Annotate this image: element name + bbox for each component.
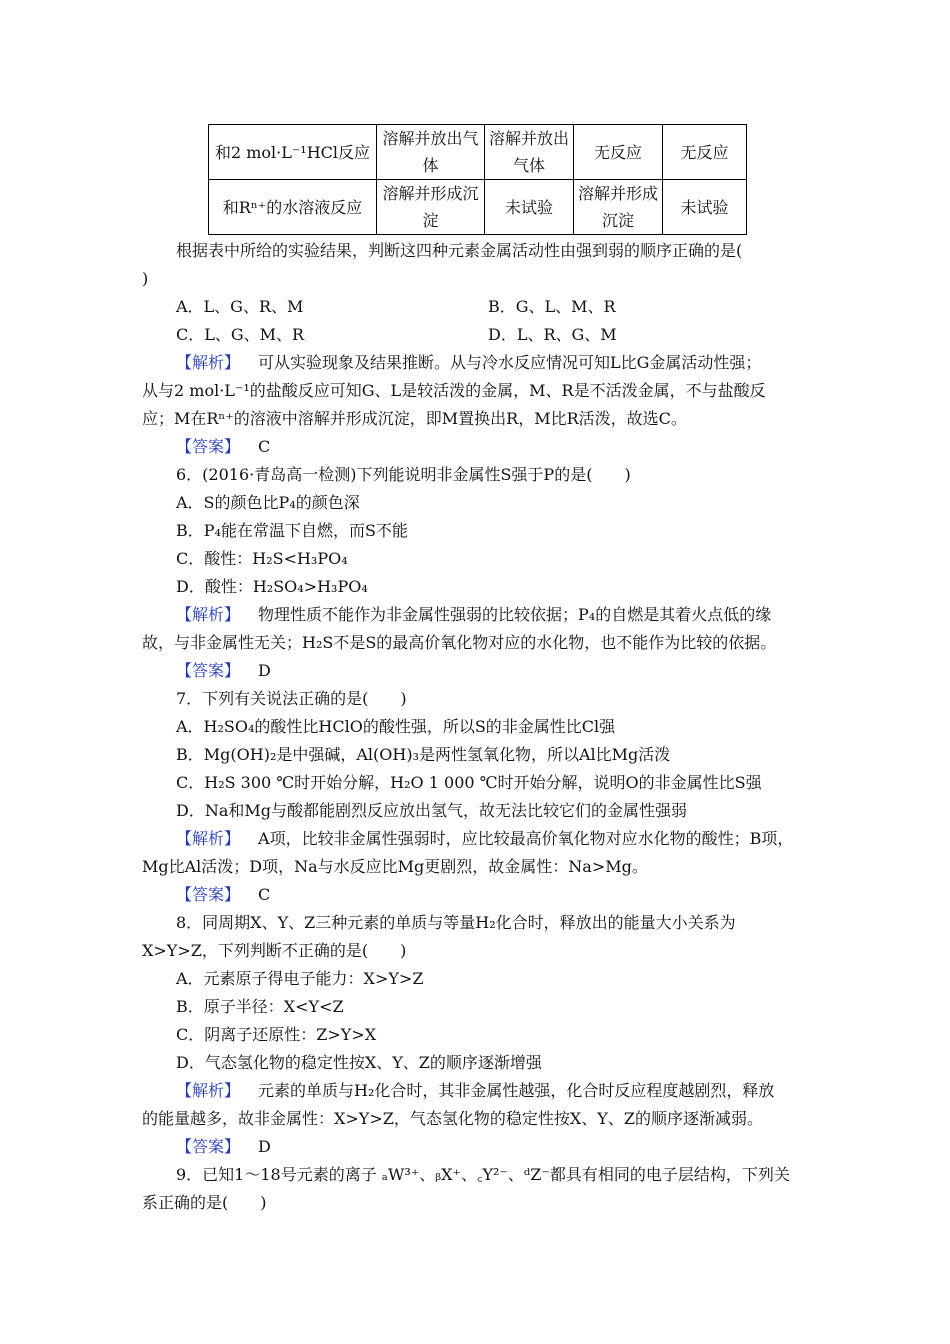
q8-option-a: A．元素原子得电子能力：X>Y>Z [176,969,424,988]
table-cell: 溶解并形成沉淀 [377,180,485,235]
answer-value: C [258,885,271,904]
q5-analysis-line2: 从与2 mol·L⁻¹的盐酸反应可知G、L是较活泼的金属，M、R是不活泼金属，不与盐酸反 [142,381,766,400]
table-cell: 溶解并放出气体 [377,125,485,180]
q7-option-a: A．H₂SO₄的酸性比HClO的酸性强，所以S的非金属性比Cl强 [176,717,616,736]
q5-stem-line1: 根据表中所给的实验结果，判断这四种元素金属活动性由强到弱的顺序正确的是( [176,241,743,260]
q5-option-b: B．G、L、M、R [488,297,616,316]
analysis-text: 元素的单质与H₂化合时，其非金属性越强，化合时反应程度越剧烈，释放 [258,1081,775,1100]
q6-option-d: D．酸性：H₂SO₄>H₃PO₄ [176,577,368,596]
analysis-tag: 【解析】 [176,829,241,848]
q8-analysis-line2: 的能量越多，故非金属性：X>Y>Z，气态氢化物的稳定性按X、Y、Z的顺序逐渐减弱。 [142,1109,763,1128]
q8-stem-line2: X>Y>Z，下列判断不正确的是( ) [142,941,407,960]
q8-option-d: D．气态氢化物的稳定性按X、Y、Z的顺序逐渐增强 [176,1053,542,1072]
table-cell: 未试验 [485,180,574,235]
q8-option-c: C．阴离子还原性：Z>Y>X [176,1025,377,1044]
q8-stem-line1: 8．同周期X、Y、Z三种元素的单质与等量H₂化合时，释放出的能量大小关系为 [176,913,736,932]
table-row [209,180,747,235]
experiment-table [208,124,747,235]
table-cell: 溶解并放出气体 [485,125,574,180]
q8-answer [176,1137,271,1157]
q6-stem: 6．(2016·青岛高一检测)下列能说明非金属性S强于P的是( ) [176,465,631,484]
q8-analysis-line1 [176,1081,774,1101]
answer-tag: 【答案】 [176,661,241,680]
q7-option-d: D．Na和Mg与酸都能剧烈反应放出氢气，故无法比较它们的金属性强弱 [176,801,687,820]
q6-analysis-line2: 故，与非金属性无关；H₂S不是S的最高价氧化物对应的水化物，也不能作为比较的依据。 [142,633,777,652]
q5-option-d: D．L、R、G、M [488,325,617,344]
q7-analysis-line2: Mg比Al活泼；D项，Na与水反应比Mg更剧烈，故金属性：Na>Mg。 [142,857,648,876]
q8-option-b: B．原子半径：X<Y<Z [176,997,344,1016]
q5-answer [176,437,270,457]
answer-value: D [258,1137,271,1156]
q9-stem-line1: 9．已知1～18号元素的离子 ₐW³⁺、ᵦX⁺、꜀Y²⁻、ᵈZ⁻都具有相同的电子层结构，下列关 [176,1165,790,1184]
answer-tag: 【答案】 [176,885,241,904]
answer-tag: 【答案】 [176,1137,241,1156]
q7-answer [176,885,270,905]
table-cell: 和2 mol·L⁻¹HCl反应 [209,125,377,180]
table-cell: 无反应 [574,125,663,180]
q6-answer [176,661,271,681]
q5-analysis-line3: 应；M在Rⁿ⁺的溶液中溶解并形成沉淀，即M置换出R，M比R活泼，故选C。 [142,409,687,428]
q6-option-c: C．酸性：H₂S<H₃PO₄ [176,549,348,568]
answer-value: C [258,437,271,456]
analysis-tag: 【解析】 [176,1081,241,1100]
table-cell: 和Rⁿ⁺的水溶液反应 [209,180,377,235]
q6-option-b: B．P₄能在常温下自燃，而S不能 [176,521,408,540]
q5-stem-line2: ) [142,269,149,288]
analysis-text: 可从实验现象及结果推断。从与冷水反应情况可知L比G金属活动性强； [258,353,762,372]
answer-tag: 【答案】 [176,437,241,456]
q7-stem: 7．下列有关说法正确的是( ) [176,689,407,708]
analysis-tag: 【解析】 [176,353,241,372]
q9-stem-line2: 系正确的是( ) [142,1193,267,1212]
table-row [209,125,747,180]
q6-analysis-line1 [176,605,771,625]
table-cell: 未试验 [663,180,747,235]
q5-analysis-line1 [176,353,761,373]
q7-analysis-line1 [176,829,793,849]
q5-option-a: A．L、G、R、M [176,297,304,316]
q7-option-c: C．H₂S 300 ℃时开始分解，H₂O 1 000 ℃时开始分解，说明O的非金属性比S强 [176,773,762,792]
answer-value: D [258,661,271,680]
analysis-tag: 【解析】 [176,605,241,624]
table-cell: 溶解并形成沉淀 [574,180,663,235]
q7-option-b: B．Mg(OH)₂是中强碱，Al(OH)₃是两性氢氧化物，所以Al比Mg活泼 [176,745,671,764]
table-cell: 无反应 [663,125,747,180]
q6-option-a: A．S的颜色比P₄的颜色深 [176,493,360,512]
analysis-text: A项，比较非金属性强弱时，应比较最高价氧化物对应水化物的酸性；B项， [258,829,794,848]
q5-option-c: C．L、G、M、R [176,325,305,344]
analysis-text: 物理性质不能作为非金属性强弱的比较依据；P₄的自燃是其着火点低的缘 [258,605,772,624]
